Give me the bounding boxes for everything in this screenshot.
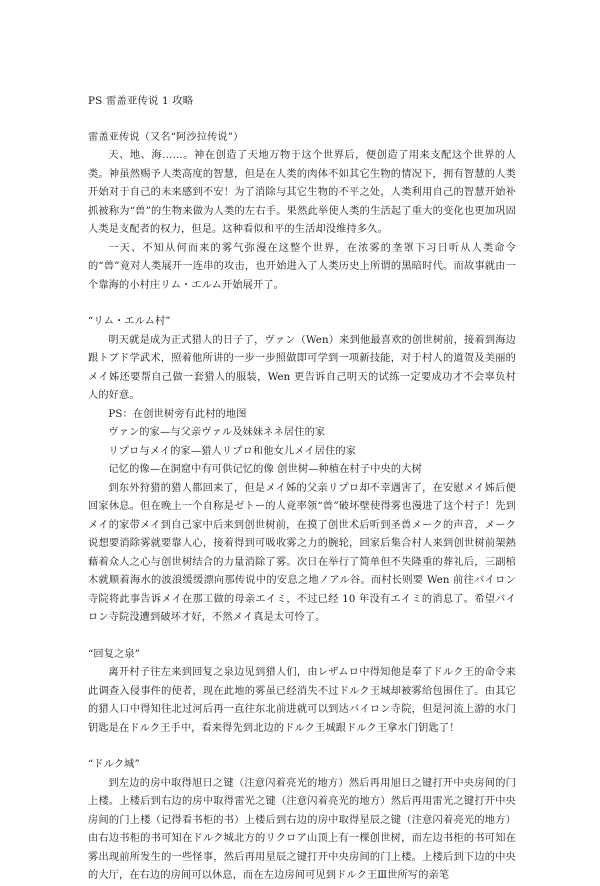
castle-paragraph: 到左边的房中取得旭日之键（注意闪着亮光的地方）然后再用旭日之键打开中央房间的门上楼。上楼后到右边的房中取得雷光之键（注意闪着亮光的地方）然后再用雷光之键打开中央房间的门上楼（记得看书柜的书）上楼后到右边的房中取得星辰之键（注意闪着亮光的地方）由右边书柜的书可知在ドルク城北方的リクロア山顶上有一棵创世树，而左边书柜的书可知在雾出现前所发生的一些怪事，然后再用星辰之键打开中央房间的门上楼。上楼后到下边的中央的大厅，在右边的房间可以休息，而在左边房间可见到ドルク王Ⅲ世所写的亲笔 [88, 777, 516, 881]
spring-paragraph: 离开村子往左来到回复之泉边见到猎人们，由レザムロ中得知他是奉了ドルク王的命令来此调查入侵事件的使者，现在此地的雾虽已经消失不过ドルク王城却被雾给包围住了。由其它的猎人口中得知往北过河后再一直往东北前进就可以到达バイロン寺院，但是河流上游的水门钥匙是在ドルク王手中，看来得先到北边的ドルク王城跟ドルク王拿水门钥匙了！ [88, 667, 516, 734]
village-note-1: PS：在创世树旁有此村的地图 [108, 408, 247, 420]
village-paragraph: 明天就是成为正式猎人的日子了，ヴァン（Wen）来到他最喜欢的创世树前，接着到海边跟トブド学武术，照着他所讲的一步一步照做即可学到一项新技能，对于村人的道贺及美丽的メイ姊还要帮自己做一套猎人的服装，Wen 更告诉自己明天的试练一定要成功才不会辜负村人的好意。 [88, 334, 516, 401]
village-note-4: 记忆的像—在洞窟中有可供记忆的像 创世树—种植在村子中央的大树 [108, 464, 422, 475]
castle-heading: “ドルク城” [88, 759, 140, 770]
intro-paragraph-1: 天、地、海……。神在创造了天地万物于这个世界后，便创造了用来支配这个世界的人类。神虽然赐予人类高度的智慧，但是在人类的肉体不如其它生物的情况下，拥有智慧的人类开始对于自己的未来感到不安！为了消除与其它生物的不平之处，人类利用自己的智慧开始补抓被称为“兽”的生物来做为人类的左右手。果然此举使人类的生活起了重大的变化也更加巩固人类是支配者的权力，但是。这种看似和平的生活却没维持多久。 [88, 150, 516, 235]
document-title: PS 雷盖亚传说 1 攻略 [88, 95, 194, 107]
intro-paragraph-2: 一天、不知从何而来的雾气弥漫在这整个世界，在浓雾的垄罩下习日听从人类命令的“兽”竟对人类展开一连串的攻击，也开始进入了人类历史上所谓的黑暗时代。而故事就由一个靠海的小村庄リム・エルム开始展开了。 [88, 242, 516, 291]
document-page [88, 92, 516, 886]
village-note-3: リプロ与メイ的家—猎人リプロ和他女儿メイ居住的家 [108, 445, 357, 457]
village-paragraph-2: 到东外狩猎的猎人都回来了，但是メイ姊的父亲リプロ却不幸遇害了，在安慰メイ姊后便回家休息。但在晚上一个自称是ゼトー的人竟率领“兽”破坏壁使得雾也漫进了这个村子！先到メイ的家带メイ到自己家中后来到创世树前，在摸了创世术后听到圣兽メーク的声音，メーク说想要消除雾就要靠人心，接着得到可吸收雾之力的腕轮，回家后集合村人来到创世树前架熱藉着众人之心与创世树结合的力量消除了雾。次日在举行了简单但不失隆重的葬礼后，三副棺木就顺着海水的波浪缓缓漂向那传说中的安息之地ノアル谷。而村长则要 Wen 前往バイロン寺院将此事告诉メイ在那工做的母亲エイミ，不过已经 10 年没有エイミ的消息了。希望バイロン寺院没遭到破坏才好，不然メイ真是太可怜了。 [88, 482, 516, 623]
village-heading: “リム・エルム村” [88, 316, 171, 327]
spring-heading: “回复之泉” [88, 648, 141, 660]
intro-heading: 雷盖亚传说（又名“阿沙拉传说”） [88, 131, 244, 143]
village-note-2: ヴァン的家—与父亲ヴァル及妹妹ネネ居住的家 [108, 427, 326, 438]
